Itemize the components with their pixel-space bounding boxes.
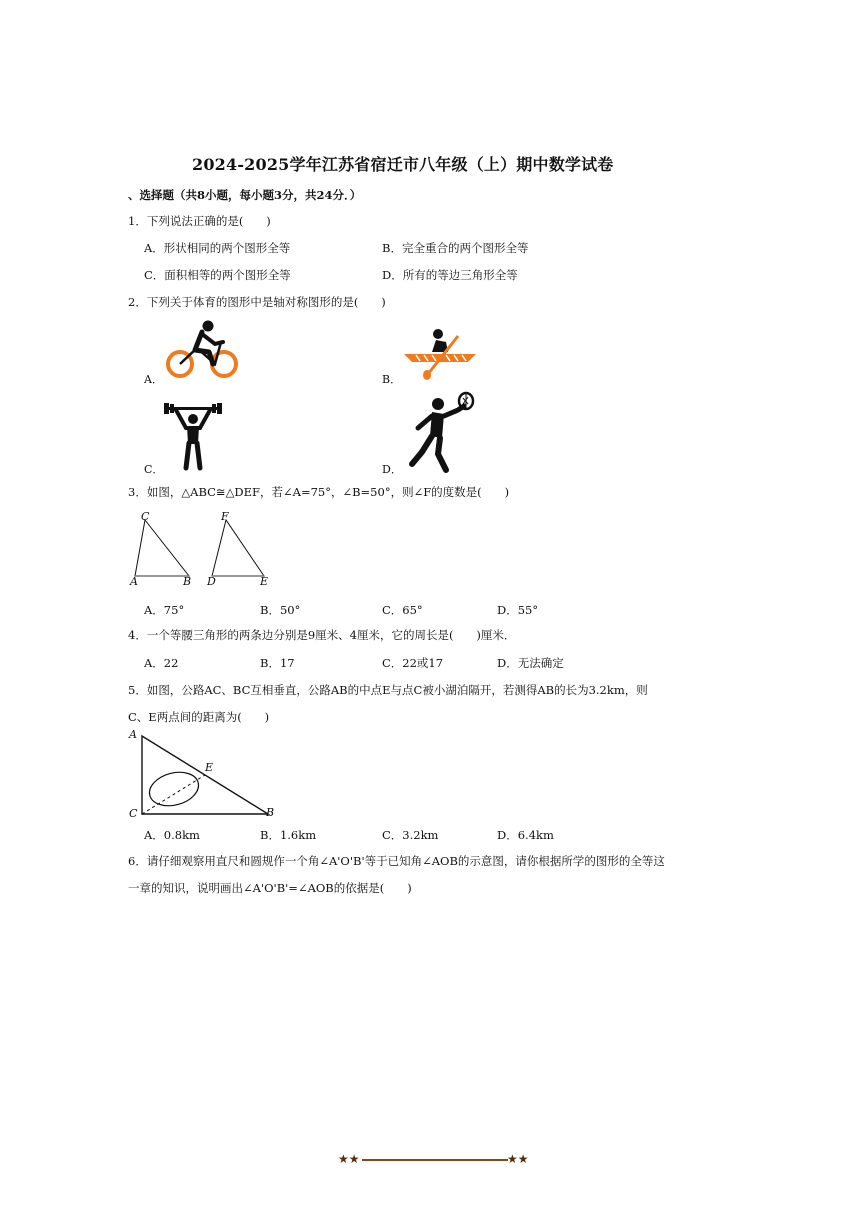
q3-option-b: B．50° (260, 603, 301, 617)
q5-option-b: B．1.6km (260, 828, 317, 842)
q2-option-b-label: B． (382, 373, 402, 386)
q2-option-a-label: A． (144, 373, 163, 386)
question-5-stem-line1: 5．如图，公路AC、BC互相垂直，公路AB的中点E与点C被小湖泊隔开，若测得AB的长为3.2km，则 (128, 683, 648, 697)
q4-option-b: B．17 (260, 656, 295, 670)
tennis-player-icon (402, 392, 476, 472)
q2-option-c-label: C． (144, 463, 164, 476)
section-heading: 、选择题（共8小题，每小题3分，共24分．） (128, 188, 362, 202)
footer-divider (362, 1159, 508, 1161)
q2-option-d-label: D． (382, 463, 402, 476)
vertex-label-b: B (183, 575, 192, 588)
question-5-stem-line2: C、E两点间的距离为( ) (128, 710, 270, 724)
q4-option-c: C．22或17 (382, 656, 444, 670)
q5-option-c: C．3.2km (382, 828, 439, 842)
page-title: 2024-2025学年江苏省宿迁市八年级（上）期中数学试卷 (192, 155, 614, 174)
q1-option-b: B．完全重合的两个图形全等 (382, 241, 529, 255)
vertex-label-e-lake: E (205, 761, 214, 774)
vertex-label-d: D (207, 575, 216, 588)
vertex-label-f: F (221, 510, 229, 523)
vertex-label-b-lake: B (266, 806, 275, 819)
lake-figure (126, 728, 286, 828)
question-4-stem: 4．一个等腰三角形的两条边分别是9厘米、4厘米，它的周长是( )厘米． (128, 628, 516, 642)
q3-option-c: C．65° (382, 603, 423, 617)
q4-option-d: D．无法确定 (497, 656, 564, 670)
rowing-icon (402, 328, 478, 380)
vertex-label-a-lake: A (129, 728, 137, 741)
question-2-stem: 2．下列关于体育的图形中是轴对称图形的是( ) (128, 295, 386, 309)
q4-option-a: A．22 (144, 656, 179, 670)
vertex-label-c-lake: C (129, 807, 138, 820)
q1-option-c: C．面积相等的两个图形全等 (144, 268, 291, 282)
vertex-label-a: A (130, 575, 138, 588)
q1-option-a: A．形状相同的两个图形全等 (144, 241, 291, 255)
question-3-stem: 3．如图，△ABC≅△DEF，若∠A=75°，∠B=50°，则∠F的度数是( ) (128, 485, 510, 499)
q1-option-d: D．所有的等边三角形全等 (382, 268, 518, 282)
footer-right-stars: ★★ (507, 1152, 529, 1166)
cyclist-icon (165, 318, 241, 380)
q3-option-d: D．55° (497, 603, 539, 617)
weightlifter-icon (162, 402, 224, 470)
footer-left-stars: ★★ (338, 1152, 360, 1166)
question-1-stem: 1．下列说法正确的是( ) (128, 214, 271, 228)
question-6-stem-line2: 一章的知识，说明画出∠A'O'B'=∠AOB的依据是( ) (128, 881, 412, 895)
vertex-label-c: C (141, 510, 150, 523)
q5-option-a: A．0.8km (144, 828, 200, 842)
q5-option-d: D．6.4km (497, 828, 554, 842)
vertex-label-e: E (260, 575, 269, 588)
q3-option-a: A．75° (144, 603, 185, 617)
question-6-stem-line1: 6．请仔细观察用直尺和圆规作一个角∠A'O'B'等于已知角∠AOB的示意图，请你根据所学的图形的全等这 (128, 854, 665, 868)
